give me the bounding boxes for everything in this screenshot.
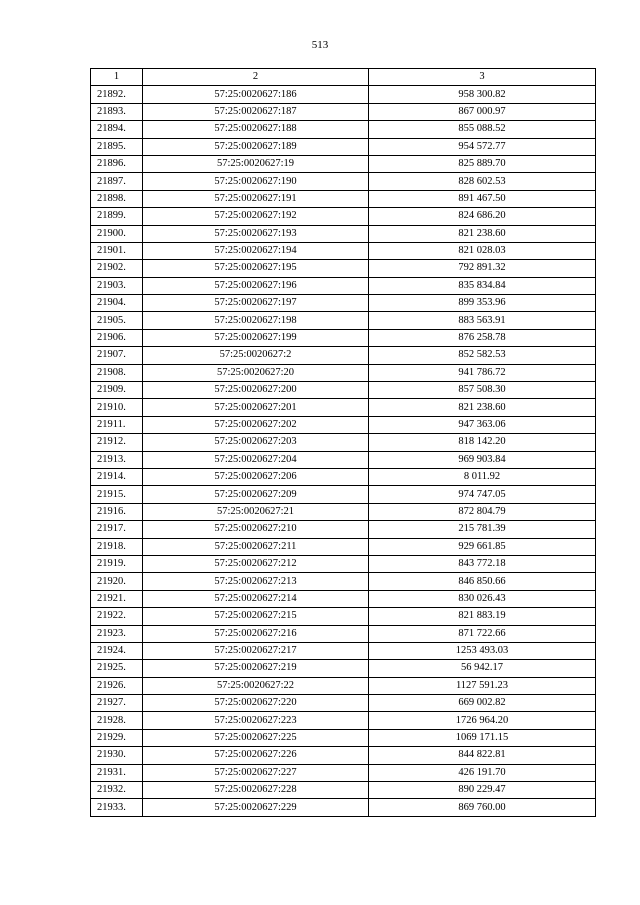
cadastral-number-cell: 57:25:0020627:226: [143, 747, 369, 764]
row-number-cell: 21909.: [91, 382, 143, 399]
cadastral-value-cell: 215 781.39: [369, 521, 596, 538]
cadastral-value-cell: 958 300.82: [369, 86, 596, 103]
row-number-cell: 21894.: [91, 121, 143, 138]
table-row: [91, 660, 596, 677]
cadastral-value-cell: 1726 964.20: [369, 712, 596, 729]
row-number-cell: 21905.: [91, 312, 143, 329]
cadastral-number-cell: 57:25:0020627:219: [143, 660, 369, 677]
cadastral-number-cell: 57:25:0020627:213: [143, 573, 369, 590]
table-row: [91, 242, 596, 259]
cadastral-value-cell: 828 602.53: [369, 173, 596, 190]
column-number-2: 2: [143, 69, 369, 86]
cadastral-value-cell: 835 834.84: [369, 277, 596, 294]
row-number-cell: 21910.: [91, 399, 143, 416]
row-number-cell: 21895.: [91, 138, 143, 155]
row-number-cell: 21925.: [91, 660, 143, 677]
cadastral-value-cell: 821 238.60: [369, 399, 596, 416]
cadastral-value-cell: 56 942.17: [369, 660, 596, 677]
row-number-cell: 21926.: [91, 677, 143, 694]
table-body: [91, 69, 596, 817]
row-number-cell: 21912.: [91, 434, 143, 451]
row-number-cell: 21921.: [91, 590, 143, 607]
table-row: [91, 155, 596, 172]
row-number-cell: 21933.: [91, 799, 143, 816]
cadastral-number-cell: 57:25:0020627:217: [143, 642, 369, 659]
row-number-cell: 21900.: [91, 225, 143, 242]
row-number-cell: 21931.: [91, 764, 143, 781]
table-row: [91, 695, 596, 712]
cadastral-number-cell: 57:25:0020627:211: [143, 538, 369, 555]
table-row: [91, 416, 596, 433]
cadastral-number-cell: 57:25:0020627:220: [143, 695, 369, 712]
cadastral-value-cell: 947 363.06: [369, 416, 596, 433]
cadastral-value-cell: 869 760.00: [369, 799, 596, 816]
cadastral-value-cell: 818 142.20: [369, 434, 596, 451]
row-number-cell: 21919.: [91, 555, 143, 572]
cadastral-value-cell: 821 883.19: [369, 608, 596, 625]
table-row: [91, 382, 596, 399]
table-row: [91, 782, 596, 799]
table-row: [91, 608, 596, 625]
table-row: [91, 260, 596, 277]
row-number-cell: 21911.: [91, 416, 143, 433]
table-row: [91, 173, 596, 190]
row-number-cell: 21901.: [91, 242, 143, 259]
table-row: [91, 451, 596, 468]
table-row: [91, 364, 596, 381]
row-number-cell: 21892.: [91, 86, 143, 103]
cadastral-value-cell: 821 238.60: [369, 225, 596, 242]
cadastral-number-cell: 57:25:0020627:228: [143, 782, 369, 799]
table-row: [91, 538, 596, 555]
cadastral-value-cell: 857 508.30: [369, 382, 596, 399]
row-number-cell: 21896.: [91, 155, 143, 172]
cadastral-value-cell: 929 661.85: [369, 538, 596, 555]
cadastral-number-cell: 57:25:0020627:209: [143, 486, 369, 503]
table-row: [91, 399, 596, 416]
cadastral-value-cell: 843 772.18: [369, 555, 596, 572]
row-number-cell: 21929.: [91, 729, 143, 746]
row-number-cell: 21916.: [91, 503, 143, 520]
table-row: [91, 590, 596, 607]
table-row: [91, 486, 596, 503]
row-number-cell: 21914.: [91, 468, 143, 485]
row-number-cell: 21913.: [91, 451, 143, 468]
row-number-cell: 21904.: [91, 295, 143, 312]
cadastral-value-cell: 852 582.53: [369, 347, 596, 364]
table-row: [91, 677, 596, 694]
row-number-cell: 21920.: [91, 573, 143, 590]
cadastral-number-cell: 57:25:0020627:192: [143, 208, 369, 225]
table-row: [91, 347, 596, 364]
page-number: 513: [311, 39, 329, 51]
table-row: [91, 103, 596, 120]
cadastral-number-cell: 57:25:0020627:206: [143, 468, 369, 485]
table-row: [91, 747, 596, 764]
table-row: [91, 138, 596, 155]
table-row: [91, 625, 596, 642]
cadastral-number-cell: 57:25:0020627:193: [143, 225, 369, 242]
table-row: [91, 121, 596, 138]
cadastral-number-cell: 57:25:0020627:210: [143, 521, 369, 538]
table-row: [91, 86, 596, 103]
row-number-cell: 21932.: [91, 782, 143, 799]
cadastral-number-cell: 57:25:0020627:203: [143, 434, 369, 451]
row-number-cell: 21928.: [91, 712, 143, 729]
cadastral-number-cell: 57:25:0020627:200: [143, 382, 369, 399]
cadastral-number-cell: 57:25:0020627:216: [143, 625, 369, 642]
cadastral-value-cell: 825 889.70: [369, 155, 596, 172]
row-number-cell: 21908.: [91, 364, 143, 381]
cadastral-value-cell: 1069 171.15: [369, 729, 596, 746]
cadastral-number-cell: 57:25:0020627:227: [143, 764, 369, 781]
cadastral-value-cell: 426 191.70: [369, 764, 596, 781]
cadastral-number-cell: 57:25:0020627:190: [143, 173, 369, 190]
table-header-row: [91, 69, 596, 86]
table-row: [91, 312, 596, 329]
cadastral-value-cell: 891 467.50: [369, 190, 596, 207]
cadastral-number-cell: 57:25:0020627:19: [143, 155, 369, 172]
cadastral-value-cell: 855 088.52: [369, 121, 596, 138]
table-row: [91, 764, 596, 781]
table-row: [91, 729, 596, 746]
cadastral-number-cell: 57:25:0020627:202: [143, 416, 369, 433]
table-row: [91, 573, 596, 590]
cadastral-value-cell: 941 786.72: [369, 364, 596, 381]
cadastral-value-cell: 872 804.79: [369, 503, 596, 520]
cadastral-number-cell: 57:25:0020627:214: [143, 590, 369, 607]
cadastral-number-cell: 57:25:0020627:194: [143, 242, 369, 259]
cadastral-number-cell: 57:25:0020627:199: [143, 329, 369, 346]
row-number-cell: 21924.: [91, 642, 143, 659]
row-number-cell: 21918.: [91, 538, 143, 555]
cadastral-value-cell: 844 822.81: [369, 747, 596, 764]
cadastral-number-cell: 57:25:0020627:204: [143, 451, 369, 468]
cadastral-value-cell: 974 747.05: [369, 486, 596, 503]
row-number-cell: 21902.: [91, 260, 143, 277]
cadastral-value-cell: 792 891.32: [369, 260, 596, 277]
cadastral-number-cell: 57:25:0020627:229: [143, 799, 369, 816]
cadastral-number-cell: 57:25:0020627:188: [143, 121, 369, 138]
table-row: [91, 434, 596, 451]
cadastral-number-cell: 57:25:0020627:201: [143, 399, 369, 416]
cadastral-number-cell: 57:25:0020627:212: [143, 555, 369, 572]
cadastral-value-cell: 969 903.84: [369, 451, 596, 468]
row-number-cell: 21923.: [91, 625, 143, 642]
cadastral-value-cell: 883 563.91: [369, 312, 596, 329]
cadastral-number-cell: 57:25:0020627:198: [143, 312, 369, 329]
table-row: [91, 799, 596, 816]
cadastral-number-cell: 57:25:0020627:187: [143, 103, 369, 120]
table-row: [91, 712, 596, 729]
cadastral-number-cell: 57:25:0020627:225: [143, 729, 369, 746]
cadastral-value-cell: 867 000.97: [369, 103, 596, 120]
cadastral-value-cell: 846 850.66: [369, 573, 596, 590]
row-number-cell: 21907.: [91, 347, 143, 364]
row-number-cell: 21922.: [91, 608, 143, 625]
table-row: [91, 642, 596, 659]
row-number-cell: 21917.: [91, 521, 143, 538]
row-number-cell: 21906.: [91, 329, 143, 346]
table-row: [91, 329, 596, 346]
table-row: [91, 503, 596, 520]
row-number-cell: 21927.: [91, 695, 143, 712]
cadastral-value-cell: 871 722.66: [369, 625, 596, 642]
cadastral-number-cell: 57:25:0020627:186: [143, 86, 369, 103]
table-row: [91, 208, 596, 225]
cadastral-value-cell: 890 229.47: [369, 782, 596, 799]
cadastral-number-cell: 57:25:0020627:197: [143, 295, 369, 312]
row-number-cell: 21899.: [91, 208, 143, 225]
cadastral-value-cell: 954 572.77: [369, 138, 596, 155]
row-number-cell: 21915.: [91, 486, 143, 503]
cadastral-value-cell: 669 002.82: [369, 695, 596, 712]
cadastral-number-cell: 57:25:0020627:191: [143, 190, 369, 207]
table-row: [91, 555, 596, 572]
table-row: [91, 468, 596, 485]
column-number-3: 3: [369, 69, 596, 86]
cadastral-value-cell: 1127 591.23: [369, 677, 596, 694]
cadastral-value-cell: 830 026.43: [369, 590, 596, 607]
cadastral-number-cell: 57:25:0020627:21: [143, 503, 369, 520]
cadastral-value-cell: 8 011.92: [369, 468, 596, 485]
row-number-cell: 21930.: [91, 747, 143, 764]
cadastral-number-cell: 57:25:0020627:223: [143, 712, 369, 729]
cadastral-number-cell: 57:25:0020627:196: [143, 277, 369, 294]
table-row: [91, 521, 596, 538]
column-number-1: 1: [91, 69, 143, 86]
cadastral-value-cell: 824 686.20: [369, 208, 596, 225]
table-row: [91, 190, 596, 207]
row-number-cell: 21903.: [91, 277, 143, 294]
row-number-cell: 21897.: [91, 173, 143, 190]
table-row: [91, 295, 596, 312]
cadastral-value-cell: 899 353.96: [369, 295, 596, 312]
cadastral-value-cell: 1253 493.03: [369, 642, 596, 659]
table-row: [91, 277, 596, 294]
row-number-cell: 21893.: [91, 103, 143, 120]
cadastral-number-cell: 57:25:0020627:2: [143, 347, 369, 364]
cadastral-number-cell: 57:25:0020627:22: [143, 677, 369, 694]
table-row: [91, 225, 596, 242]
row-number-cell: 21898.: [91, 190, 143, 207]
cadastral-value-cell: 876 258.78: [369, 329, 596, 346]
cadastral-value-cell: 821 028.03: [369, 242, 596, 259]
cadastral-number-cell: 57:25:0020627:189: [143, 138, 369, 155]
cadastral-number-cell: 57:25:0020627:195: [143, 260, 369, 277]
cadastral-number-cell: 57:25:0020627:215: [143, 608, 369, 625]
cadastral-value-table: [90, 68, 596, 817]
cadastral-number-cell: 57:25:0020627:20: [143, 364, 369, 381]
